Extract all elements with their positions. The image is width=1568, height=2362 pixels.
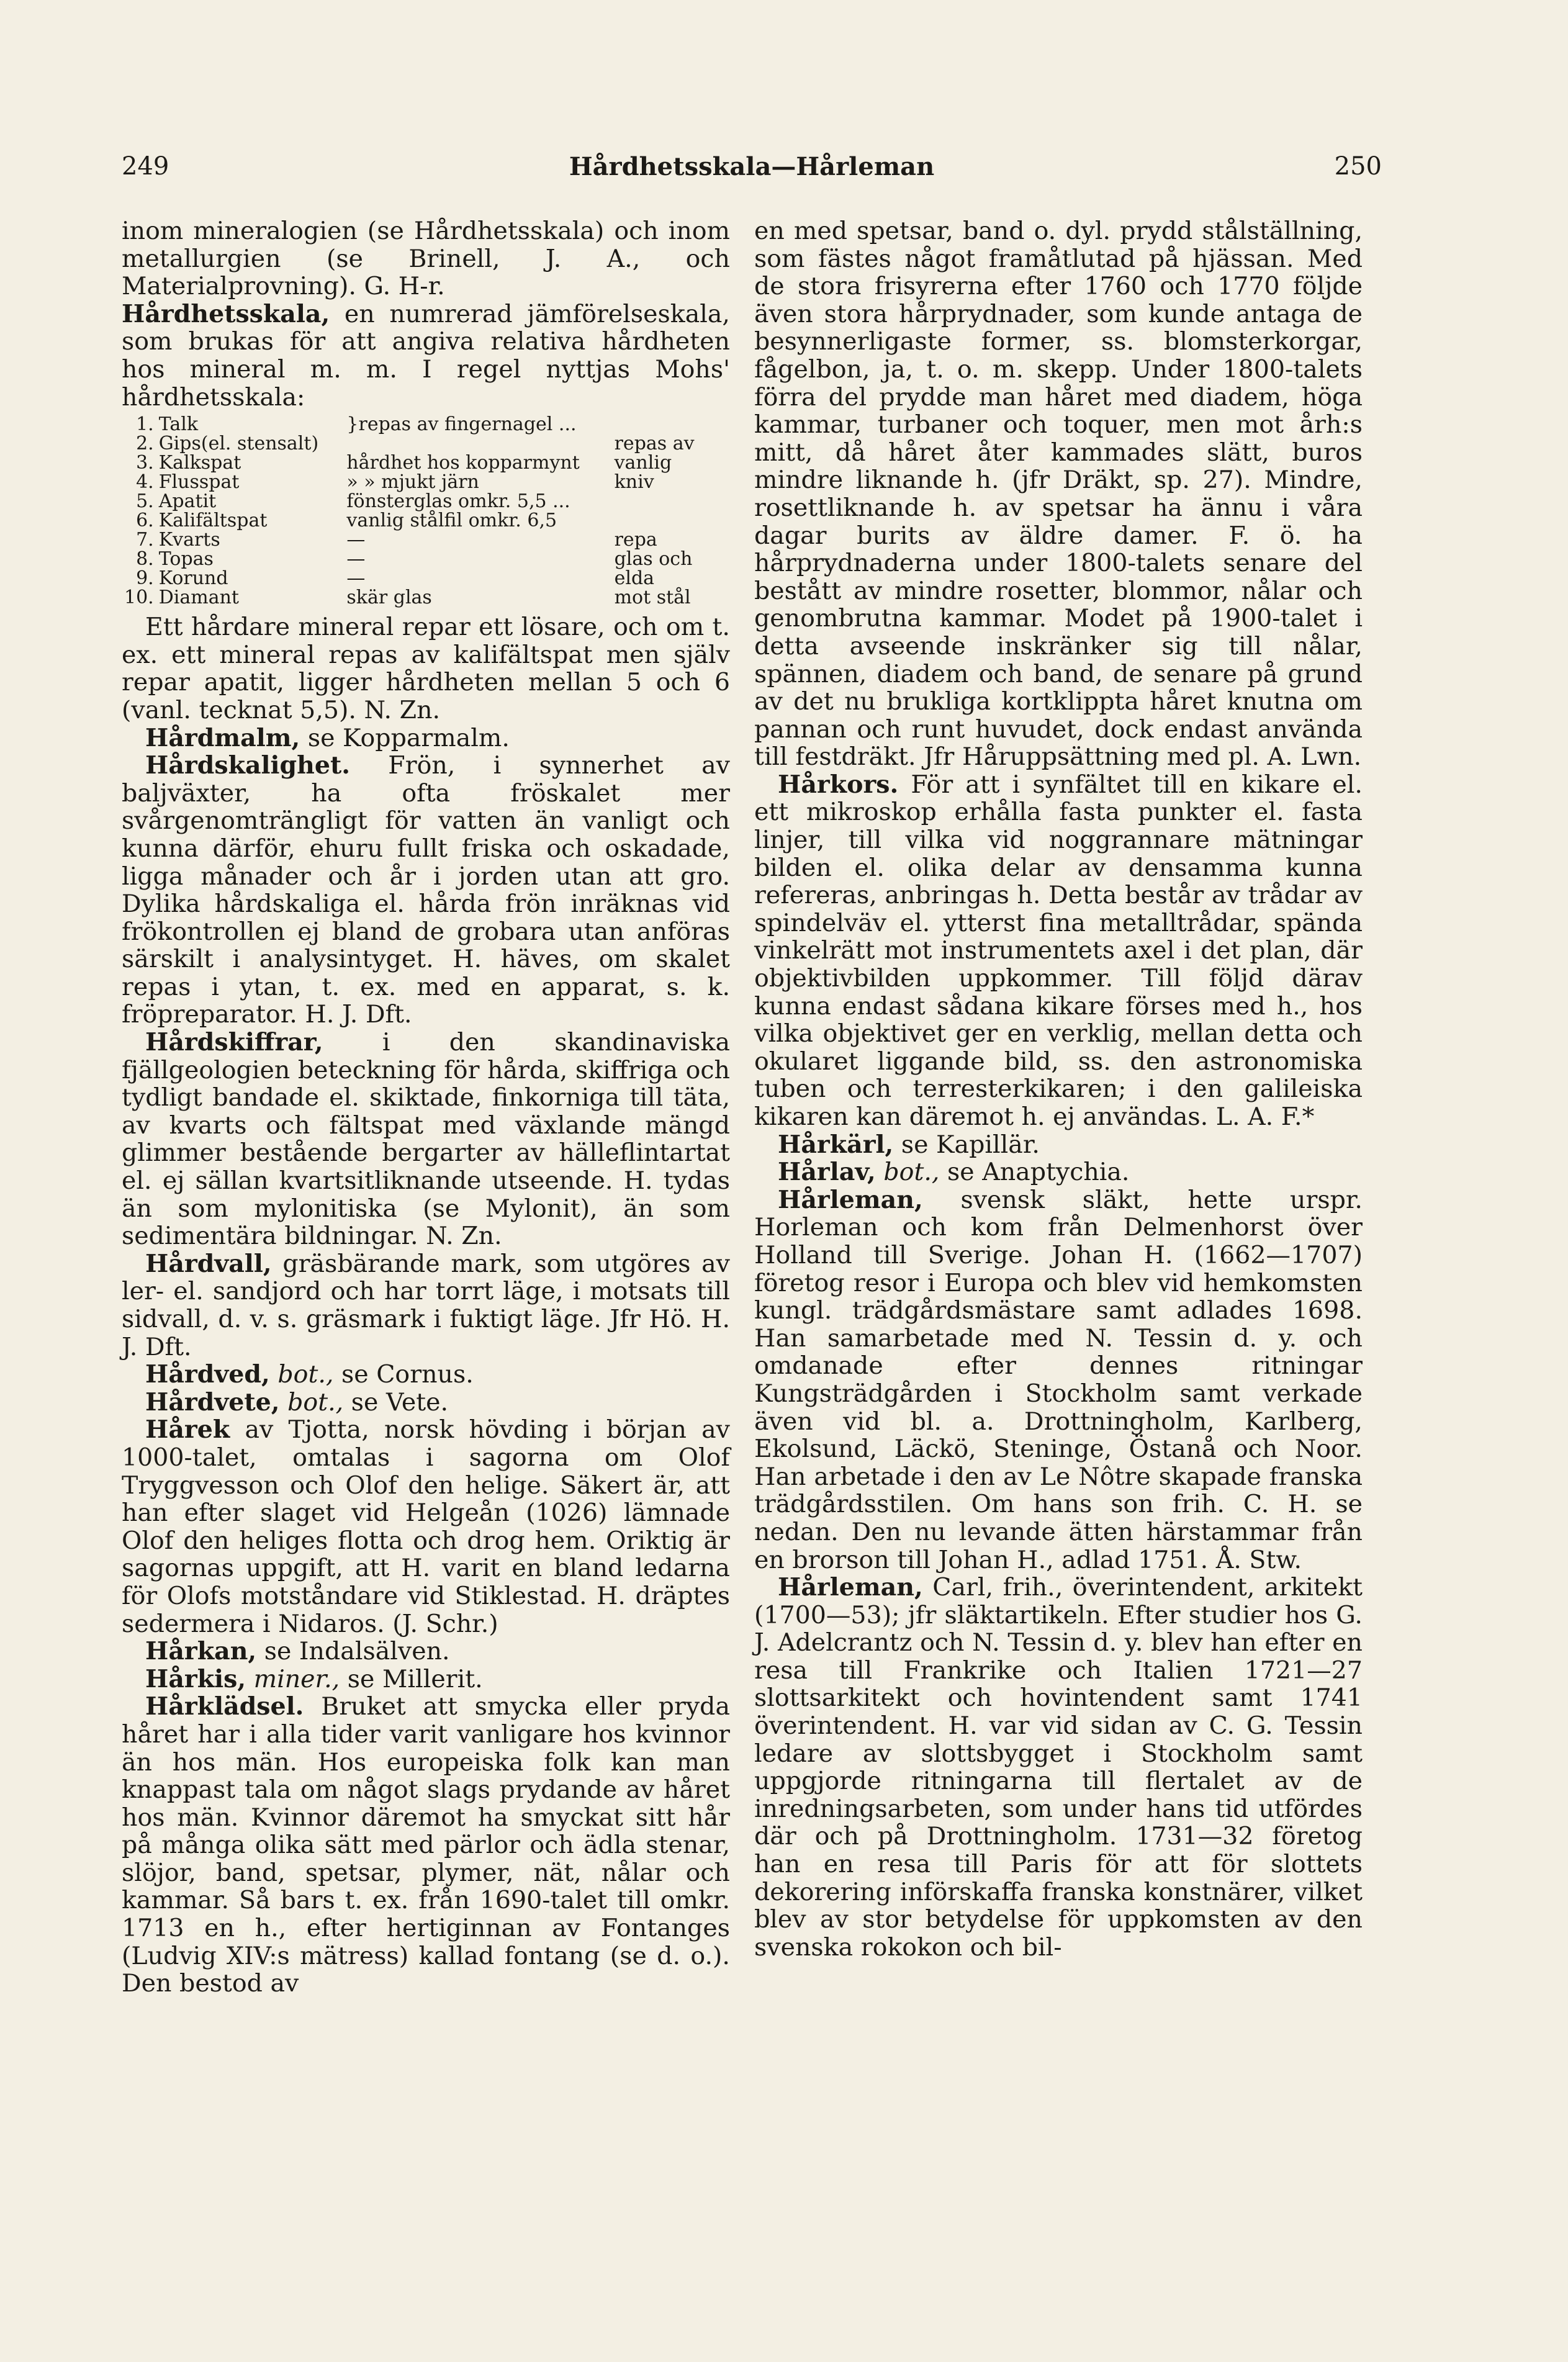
mohs-row [122, 472, 730, 492]
mohs-number: 5. [136, 490, 154, 513]
entry-headword: Hårdvete, [145, 1387, 280, 1417]
mohs-scale-table [122, 415, 730, 607]
entry-text: Carl, frih., överintendent, arkitekt (1700—53); jfr släktartikeln. Efter studier hos G. J. Adelcrantz och N. Tessin d. y. blev han efter en resa till Frankrike och Italien 1721—27 slottsarkitekt och hovintendent samt 1741 överintendent. H. var vid sidan av C. G. Tessin ledare av slottsbygget i Stockholm samt uppgjorde ritningarna till flertalet av de inredningsarbeten, som under hans tid utfördes där och på Drottningholm. 1731—32 företog han en resa till Paris för att för slottets dekorering införskaffa franska konstnärer, vilket blev av stor betydelse för uppkomsten av den svenska rokokon och bil- [754, 1573, 1363, 1962]
mohs-row [122, 415, 730, 434]
mohs-number: 2. [136, 433, 154, 455]
entry-text: Frön, i synnerhet av baljväxter, ha ofta fröskalet mer svårgenomträngligt för vatten än vanligt och kunna därför, ehuru fullt friska och oskadade, ligga månader och år i jorden utan att gro. Dylika hårdskaliga el. hårda frön inräknas vid frökontrollen ej bland de grobara utan anföras särskilt i analysintyget. H. häves, om skalet repas i ytan, t. ex. med en apparat, s. k. fröpreparator. H. J. Dft. [122, 751, 730, 1029]
mohs-mineral: Apatit [158, 490, 217, 513]
entry-text: i den skandinaviska fjällgeologien beteckning för hårda, skiffriga och tydligt bandade el. skiktade, finkorniga till täta, av kvarts och fältspat med växlande mängd glimmer bestående bergarter av hälleflintartat el. ej sällan kvartsitliknande utseende. H. tydas än som mylonitiska (se Mylonit), än som sedimentära bildningar. N. Zn. [122, 1028, 730, 1251]
entry-text: se Cornus. [341, 1360, 474, 1389]
entry-headword: Hårkis, [145, 1664, 246, 1693]
entry-text: se Millerit. [347, 1664, 483, 1693]
mohs-remark: kniv [614, 471, 654, 494]
mohs-mineral: Kvarts [158, 529, 220, 551]
entry-harkis [122, 1666, 730, 1693]
entry-headword: Hårleman, [778, 1185, 923, 1214]
mohs-number: 7. [136, 529, 154, 551]
mohs-mineral: Gips(el. stensalt) [158, 433, 319, 455]
page-number-left: 249 [122, 152, 169, 181]
entry-harkladsel [122, 1693, 730, 1998]
entry-headword: Hårdmalm, [145, 723, 300, 752]
entry-harleman-family [754, 1186, 1363, 1574]
entry-abbr: miner., [253, 1664, 340, 1693]
entry-text: svensk släkt, hette urspr. Horleman och kom från Delmenhorst över Holland till Sverige. Johan H. (1662—1707) företog resor i Europa och blev vid hemkomsten kungl. trädgårdsmästare samt adlades 1698. Han samarbetade med N. Tessin d. y. och omdanade efter dennes ritningar Kungsträdgården i Stockholm samt verkade även vid bl. a. Drottningholm, Karlberg, Ekolsund, Läckö, Steninge, Östanå och Noor. Han arbetade i den av Le Nôtre skapade franska trädgårdsstilen. Om hans son frih. C. H. se nedan. Den nu levande ätten härstammar från en brorson till Johan H., adlad 1751. Å. Stw. [754, 1185, 1363, 1574]
entry-text: av Tjotta, norsk hövding i början av 1000-talet, omtalas i sagorna om Olof Tryggvesson och Olof den helige. Säkert är, att han efter slaget vid Helgeån (1026) lämnade Olof den heliges flotta och drog hem. Oriktig är sagornas uppgift, att H. varit en bland ledarna för Olofs motståndare vid Stiklestad. H. dräptes sedermera i Nidaros. (J. Schr.) [122, 1415, 730, 1638]
mohs-description: fönsterglas omkr. 5,5 ... [346, 490, 570, 513]
mohs-row [122, 511, 730, 530]
entry-headword: Hårleman, [778, 1573, 923, 1602]
mohs-mineral: Talk [158, 413, 199, 436]
entry-harkors [754, 771, 1363, 1131]
page-header [122, 152, 1382, 196]
entry-abbr: bot., [277, 1360, 334, 1389]
entry-harleman-carl [754, 1574, 1363, 1961]
mohs-description: }repas av fingernagel ... [346, 413, 577, 436]
entry-headword: Hårkärl, [778, 1130, 894, 1159]
mohs-number: 10. [124, 587, 154, 609]
entry-text: se Indalsälven. [264, 1637, 450, 1666]
mohs-description [344, 434, 611, 453]
entry-text: se Vete. [351, 1387, 449, 1417]
mohs-number: 8. [136, 548, 154, 570]
mohs-remark: vanlig [614, 452, 672, 474]
entry-hardvete [122, 1389, 730, 1417]
entry-text: För att i synfältet till en kikare el. ett mikroskop erhålla fasta punkter el. fasta linjer, till vilka vid noggrannare mätningar bilden el. olika delar av densamma kunna refereras, anbringas h. Detta består av trådar av spindelväv el. ytterst fina metalltrådar, spända vinkelrätt mot instrumentets axel i det plan, där objektivbilden uppkommer. Till följd därav kunna endast sådana kikare förses med h., hos vilka objektivet ger en verklig, mellan detta och okularet liggande bild, ss. den astronomiska tuben och terresterkikaren; i den galileiska kikaren kan däremot h. ej användas. L. A. F.* [754, 770, 1363, 1131]
mohs-description: skär glas [346, 587, 432, 609]
mohs-remark: mot stål [614, 587, 691, 609]
entry-headword: Hårklädsel. [145, 1692, 304, 1721]
entry-text: gräsbärande mark, som utgöres av ler- el. sandjord och har torrt läge, i motsats till sidvall, d. v. s. gräsmark i fuktigt läge. Jfr Hö. H. J. Dft. [122, 1249, 730, 1361]
entry-abbr: bot., [287, 1387, 344, 1417]
mohs-remark: glas och [614, 548, 693, 570]
mohs-number: 9. [136, 567, 154, 590]
entry-hardved [122, 1361, 730, 1389]
mohs-row [122, 453, 730, 472]
entry-hardhetsskala [122, 300, 730, 411]
mohs-mineral: Korund [158, 567, 228, 590]
entry-continuation: inom mineralogien (se Hårdhetsskala) och inom metallurgien (se Brinell, J. A., och Materialprovning). G. H-r. [122, 217, 730, 301]
mohs-row [122, 434, 730, 453]
mohs-number: 1. [136, 413, 154, 436]
running-title: Hårdhetsskala—Hårleman [569, 152, 935, 181]
entry-text: se Kopparmalm. [307, 723, 510, 752]
mohs-mineral: Topas [158, 548, 214, 570]
mohs-description: — [346, 529, 366, 551]
entry-continuation: en med spetsar, band o. dyl. prydd stålställning, som fästes något framåtlutad på hjässan. Med de stora frisyrerna efter 1760 och 1770 följde även stora hårprydnader, som kunde antaga de besynnerligaste former, ss. blomsterkorgar, fågelbon, ja, t. o. m. skepp. Under 1800-talets förra del prydde man håret med diadem, höga kammar, turbaner och toquer, men mot årh:s mitt, då håret åter kammades slätt, buros mindre liknande h. (jfr Dräkt, sp. 27). Mindre, rosettliknande h. av spetsar ha ännu i våra dagar burits av äldre damer. F. ö. ha hårprydnaderna under 1800-talets senare del bestått av mindre rosetter, blommor, nålar och genombrutna kammar. Modet på 1900-talet i detta avseende inskränker sig till nålar, spännen, diadem och band, de senare på grund av det nu brukliga kortklippta håret knutna om pannan och runt huvudet, dock endast använda till festdräkt. Jfr Håruppsättning med pl. A. Lwn. [754, 217, 1363, 772]
entry-text: en numrerad jämförelseskala, som brukas för att angiva relativa hårdheten hos mineral m. m. I regel nyttjas Mohs' hårdhetsskala: [122, 299, 730, 412]
entry-headword: Hårkors. [778, 770, 899, 799]
mohs-description: hårdhet hos kopparmynt [346, 452, 580, 474]
entry-text: se Anaptychia. [947, 1158, 1130, 1187]
entry-headword: Hårdskiffrar, [145, 1028, 323, 1057]
left-column [122, 217, 730, 1998]
mohs-mineral: Kalifältspat [158, 510, 268, 532]
right-column [754, 217, 1363, 1961]
mohs-mineral: Diamant [158, 587, 239, 609]
mohs-description: — [346, 548, 366, 570]
entry-abbr: bot., [883, 1158, 940, 1187]
mohs-row [122, 492, 730, 511]
mohs-description: vanlig stålfil omkr. 6,5 [346, 510, 557, 532]
mohs-remark: elda [614, 567, 655, 590]
mohs-description: » » mjukt järn [346, 471, 479, 494]
entry-headword: Hårek [145, 1415, 230, 1445]
entry-headword: Hårdvall, [145, 1249, 272, 1278]
mohs-remark [612, 511, 730, 530]
mohs-row [122, 569, 730, 588]
mohs-description: — [346, 567, 366, 590]
mohs-mineral: Flusspat [158, 471, 240, 494]
mohs-remark: repa [614, 529, 657, 551]
entry-harkarl [754, 1131, 1363, 1159]
mohs-remark [612, 492, 730, 511]
entry-text: Bruket att smycka eller pryda håret har i alla tider varit vanligare hos kvinnor än hos män. Hos europeiska folk kan man knappast tala om något slags prydande av håret hos män. Kvinnor däremot ha smyckat sitt hår på många olika sätt med pärlor och ädla stenar, slöjor, band, spetsar, plymer, nät, nålar och kammar. Så bars t. ex. från 1690-talet till omkr. 1713 en h., efter hertiginnan av Fontanges (Ludvig XIV:s mätress) kallad fontang (se d. o.). Den bestod av [122, 1692, 731, 1998]
entry-paragraph: Ett hårdare mineral repar ett lösare, och om t. ex. ett mineral repas av kalifältspat men själv repar apatit, ligger hårdheten mellan 5 och 6 (vanl. tecknat 5,5). N. Zn. [122, 613, 730, 724]
entry-headword: Hårkan, [145, 1637, 257, 1666]
entry-text: se Kapillär. [901, 1130, 1040, 1159]
entry-hardmalm [122, 724, 730, 752]
page-number-right: 250 [1334, 152, 1382, 181]
entry-headword: Hårdskalighet. [145, 751, 351, 780]
entry-harek [122, 1416, 730, 1638]
entry-headword: Hårdved, [145, 1360, 270, 1389]
entry-harlav [754, 1158, 1363, 1186]
entry-hardskiffrar [122, 1029, 730, 1250]
mohs-mineral: Kalkspat [158, 452, 241, 474]
entry-hardvall [122, 1250, 730, 1361]
mohs-remark: repas av [614, 433, 695, 455]
mohs-number: 6. [136, 510, 154, 532]
mohs-row [122, 530, 730, 549]
entry-hardskalighet [122, 752, 730, 1029]
mohs-number: 3. [136, 452, 154, 474]
mohs-remark [612, 415, 730, 434]
mohs-number: 4. [136, 471, 154, 494]
mohs-row [122, 549, 730, 569]
mohs-row [122, 588, 730, 607]
entry-headword: Hårlav, [778, 1158, 876, 1187]
entry-headword: Hårdhetsskala, [122, 299, 330, 328]
entry-harkan [122, 1638, 730, 1666]
